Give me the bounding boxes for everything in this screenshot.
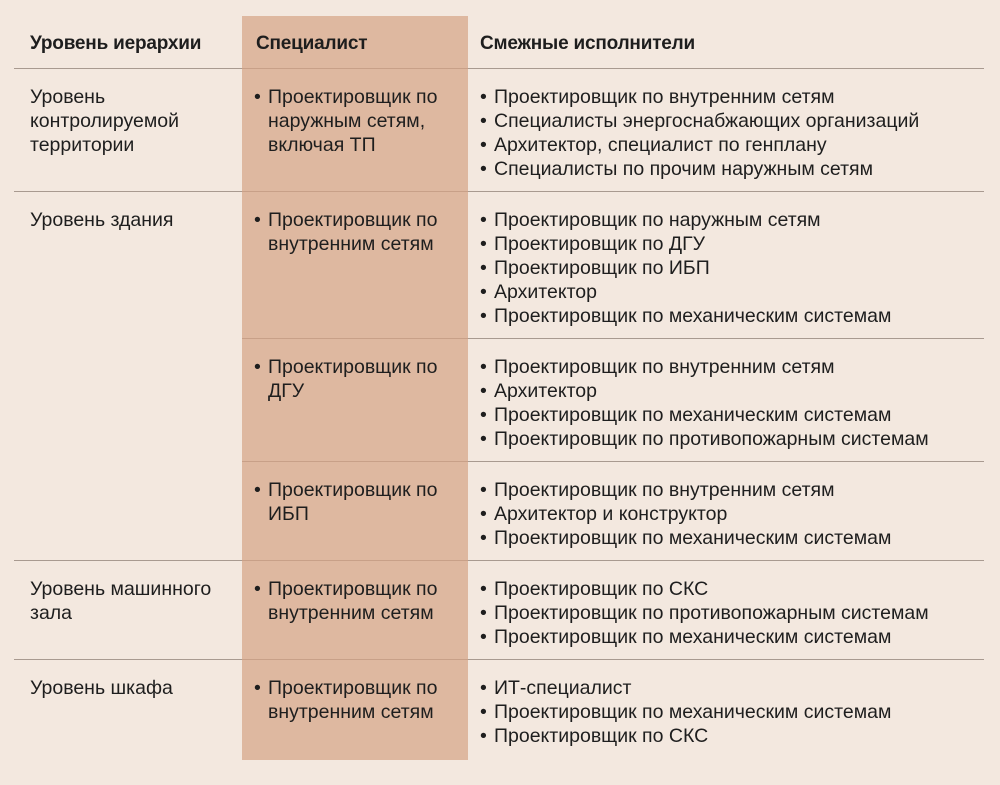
contractor-name: Проектировщик по механическим системам (494, 304, 892, 327)
bullet-icon: • (480, 232, 487, 255)
bullet-icon: • (480, 577, 487, 600)
bullet-icon: • (480, 625, 487, 648)
bullet-icon: • (480, 109, 487, 132)
specialist-item (254, 355, 468, 403)
hierarchy-level-cell: Уровень контролируемой территории (14, 68, 242, 191)
contractor-name: Проектировщик по СКС (494, 724, 709, 747)
bullet-icon: • (480, 85, 487, 108)
contractor-name: Проектировщик по внутренним сетям (494, 478, 835, 501)
hierarchy-level-cell: Уровень здания (14, 191, 242, 560)
bullet-icon: • (480, 676, 487, 699)
hierarchy-table (14, 16, 984, 762)
contractors-cell (468, 338, 984, 461)
bullet-icon: • (480, 304, 487, 327)
bullet-icon: • (480, 403, 487, 426)
contractor-name: Проектировщик по внутренним сетям (494, 355, 835, 378)
specialist-cell (242, 338, 468, 461)
bullet-icon: • (480, 133, 487, 156)
contractor-name: Проектировщик по противопожарным системам (494, 601, 929, 624)
contractor-item (480, 526, 984, 550)
contractor-item (480, 85, 984, 109)
table-row (14, 191, 984, 338)
specialist-list (254, 676, 468, 724)
contractor-name: Проектировщик по наружным сетям (494, 208, 821, 231)
contractor-item (480, 577, 984, 601)
specialist-list (254, 208, 468, 256)
contractors-cell (468, 461, 984, 560)
contractor-name: Проектировщик по СКС (494, 577, 709, 600)
specialist-cell (242, 191, 468, 338)
specialist-name: Проектировщик по внутренним сетям (268, 676, 438, 723)
contractors-list (480, 85, 984, 181)
contractor-name: Архитектор (494, 379, 597, 402)
table-header-row (14, 16, 984, 68)
bullet-icon: • (480, 208, 487, 231)
contractor-item (480, 379, 984, 403)
contractors-cell (468, 560, 984, 659)
bullet-icon: • (254, 478, 261, 501)
contractor-item (480, 403, 984, 427)
bullet-icon: • (480, 526, 487, 549)
bullet-icon: • (254, 577, 261, 600)
contractor-item (480, 427, 984, 451)
bullet-icon: • (480, 478, 487, 501)
specialist-name: Проектировщик по внутренним сетям (268, 208, 438, 255)
contractor-name: Проектировщик по ДГУ (494, 232, 706, 255)
bullet-icon: • (480, 280, 487, 303)
contractor-name: Проектировщик по ИБП (494, 256, 710, 279)
specialist-cell (242, 68, 468, 191)
bullet-icon: • (480, 427, 487, 450)
contractor-name: ИТ-специалист (494, 676, 632, 699)
table-row (14, 560, 984, 659)
contractor-name: Проектировщик по противопожарным системам (494, 427, 929, 450)
contractors-cell (468, 68, 984, 191)
table-row (14, 68, 984, 191)
specialist-name: Проектировщик по наружным сетям, включая ТП (268, 85, 438, 156)
bullet-icon: • (480, 355, 487, 378)
bullet-icon: • (480, 157, 487, 180)
contractor-item (480, 280, 984, 304)
bullet-icon: • (254, 85, 261, 108)
specialist-name: Проектировщик по ДГУ (268, 355, 438, 402)
specialist-list (254, 85, 468, 157)
bullet-icon: • (254, 208, 261, 231)
contractor-item (480, 700, 984, 724)
contractor-name: Проектировщик по механическим системам (494, 403, 892, 426)
specialist-cell (242, 461, 468, 560)
contractor-item (480, 232, 984, 256)
contractors-list (480, 355, 984, 451)
contractors-list (480, 478, 984, 550)
bullet-icon: • (480, 601, 487, 624)
specialist-name: Проектировщик по ИБП (268, 478, 438, 525)
contractor-name: Проектировщик по механическим системам (494, 526, 892, 549)
contractor-item (480, 133, 984, 157)
contractor-name: Специалисты энергоснабжающих организаций (494, 109, 920, 132)
header-specialist: Специалист (256, 33, 368, 54)
specialist-list (254, 478, 468, 526)
contractors-cell (468, 191, 984, 338)
contractor-name: Проектировщик по внутренним сетям (494, 85, 835, 108)
contractor-name: Архитектор и конструктор (494, 502, 728, 525)
specialist-list (254, 355, 468, 403)
contractor-item (480, 625, 984, 649)
specialist-item (254, 85, 468, 157)
hierarchy-level-cell: Уровень машинного зала (14, 560, 242, 659)
contractors-cell (468, 659, 984, 762)
specialist-list (254, 577, 468, 625)
header-contractors: Смежные исполнители (480, 33, 696, 54)
contractors-list (480, 676, 984, 748)
table-row (14, 659, 984, 762)
contractor-name: Проектировщик по механическим системам (494, 700, 892, 723)
bullet-icon: • (254, 676, 261, 699)
specialist-cell (242, 659, 468, 762)
bullet-icon: • (254, 355, 261, 378)
bullet-icon: • (480, 724, 487, 747)
header-level: Уровень иерархии (30, 33, 202, 54)
contractor-name: Архитектор (494, 280, 597, 303)
specialist-item (254, 577, 468, 625)
contractor-item (480, 478, 984, 502)
contractor-item (480, 304, 984, 328)
specialist-item (254, 676, 468, 724)
contractor-item (480, 724, 984, 748)
specialist-cell (242, 560, 468, 659)
contractor-item (480, 157, 984, 181)
contractor-name: Проектировщик по механическим системам (494, 625, 892, 648)
bullet-icon: • (480, 379, 487, 402)
specialist-name: Проектировщик по внутренним сетям (268, 577, 438, 624)
bullet-icon: • (480, 700, 487, 723)
contractor-item (480, 355, 984, 379)
bullet-icon: • (480, 502, 487, 525)
contractor-item (480, 208, 984, 232)
contractors-list (480, 208, 984, 328)
bullet-icon: • (480, 256, 487, 279)
contractors-list (480, 577, 984, 649)
table-body (14, 68, 984, 762)
specialist-item (254, 208, 468, 256)
contractor-item (480, 502, 984, 526)
contractor-item (480, 109, 984, 133)
contractor-item (480, 601, 984, 625)
hierarchy-level-cell: Уровень шкафа (14, 659, 242, 762)
contractor-item (480, 676, 984, 700)
specialist-item (254, 478, 468, 526)
contractor-name: Специалисты по прочим наружным сетям (494, 157, 874, 180)
contractor-name: Архитектор, специалист по генплану (494, 133, 827, 156)
contractor-item (480, 256, 984, 280)
